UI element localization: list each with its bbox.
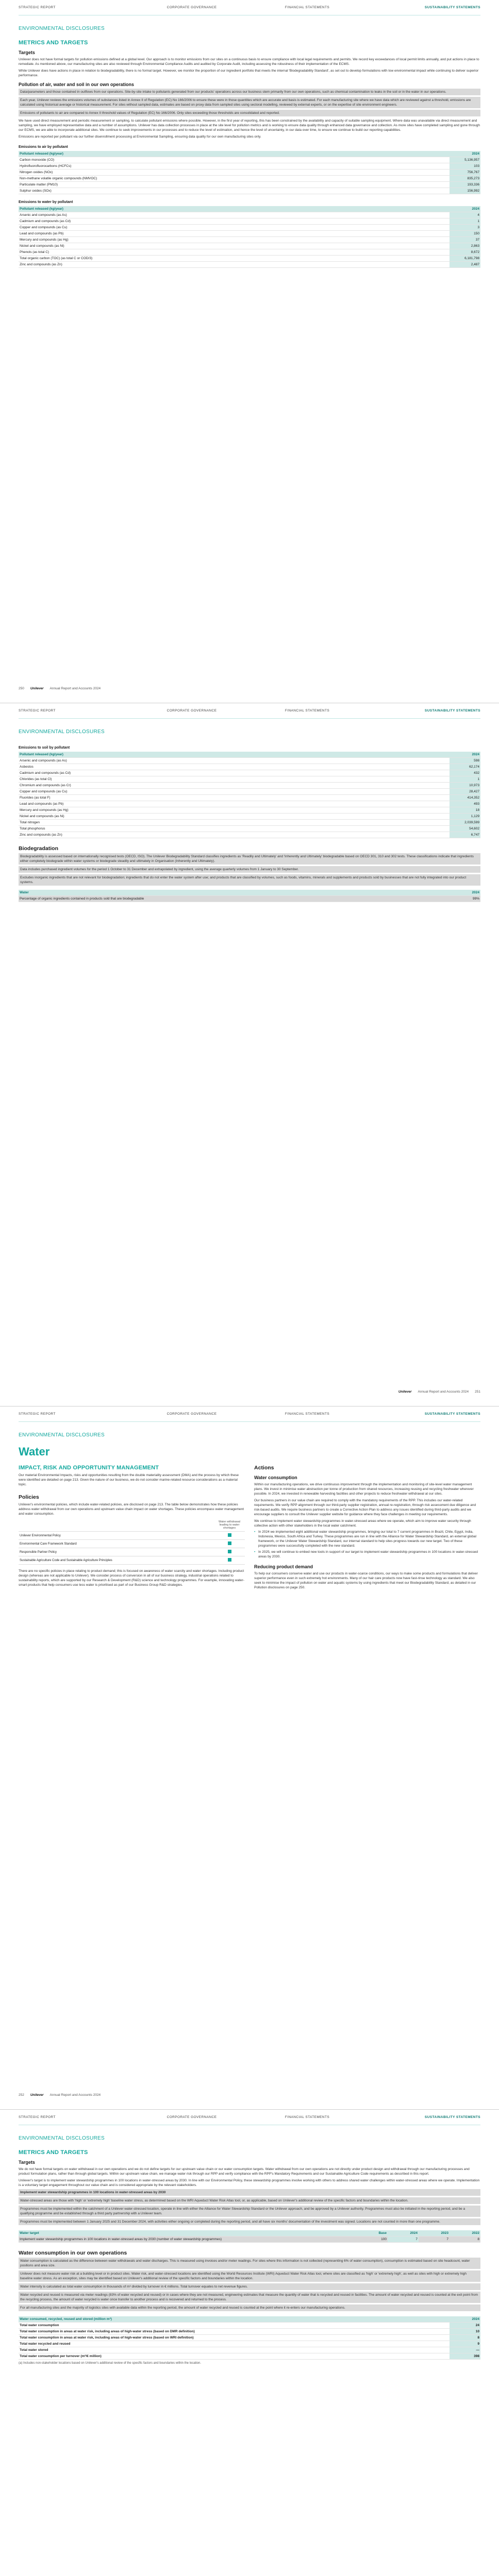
policy-row xyxy=(19,1540,245,1548)
table-cell: 3 xyxy=(450,225,480,231)
table-cell: Arsenic and compounds (as As) xyxy=(19,758,450,764)
table-cell: 54,602 xyxy=(450,826,480,832)
page-250 xyxy=(0,0,499,703)
table-row xyxy=(19,776,480,783)
metrics-targets-heading: METRICS AND TARGETS xyxy=(19,2149,88,2156)
nav-sustainability-statements[interactable]: SUSTAINABILITY STATEMENTS xyxy=(424,709,480,713)
table-cell: 756,767 xyxy=(450,170,480,176)
targets-text: We do not have formal targets on water withdrawal in our own operations and we do not define targets for our upstream value chain or our water consumption targets. Water withdrawal from our own operations are not directly under product design and withdrawal through our manufacturing processes and product formulation plans, rather than through global targets. Within our upstream value chain, we manage water risk through our RPP and verify compliance with the RPP's Mandatory Requirements and our Sustainable Agriculture Code requirements as described in this report. xyxy=(19,2167,470,2176)
table-cell: Total water recycled and reused xyxy=(19,2341,450,2347)
table-cell: Total organic carbon (TOC) (as total C or COD/3) xyxy=(19,256,450,262)
table-row xyxy=(19,896,480,902)
table-row xyxy=(19,783,480,789)
emissions-air-table xyxy=(19,151,480,194)
table-cell: 100 xyxy=(357,2236,388,2243)
page-number: 250 xyxy=(19,687,24,690)
table-cell: 156,992 xyxy=(450,188,480,194)
section-label: ENVIRONMENTAL DISCLOSURES xyxy=(19,1432,105,1438)
table-header-cell: 2024 xyxy=(450,151,480,157)
applies-marker-icon xyxy=(228,1550,231,1553)
table-cell: 7 xyxy=(388,2236,419,2243)
water-consumption-highlight-3: Water intensity is calculated as total water consumption in thousands of m³ divided by turnover in € millions. Total turnover equates to net revenue figures. xyxy=(19,2283,480,2290)
table-row xyxy=(19,182,480,188)
table-cell: Total phosphorus xyxy=(19,826,450,832)
table-row xyxy=(19,764,480,770)
page-footer xyxy=(19,1390,480,1394)
applies-marker-icon xyxy=(228,1558,231,1562)
table-row xyxy=(19,176,480,182)
left-column xyxy=(19,1462,245,1590)
table-row xyxy=(19,262,480,268)
policy-name: Responsible Partner Policy xyxy=(19,1548,214,1556)
targets-highlight-1: Implement water stewardship programmes in 100 locations in water-stressed areas by 2030 xyxy=(19,2189,480,2196)
table-header-cell: 2024 xyxy=(450,752,480,758)
applies-marker-icon xyxy=(228,1541,231,1545)
table-cell: 493 xyxy=(450,801,480,807)
pollution-highlight-2: Each year, Unilever reviews the emissions volumes of substances listed in Annex II of Regulation (EC) No 166/2006 to ensure these were in those quantities which are accurate and basis is estimated. For each manufacturing site where we have data which are reviewed against a threshold, emissions are calculated using historical average or historical measurement. For sites without sampled data, estimates are based on proxy data from sampled sites using sectoral modelling, reviewed by external experts, or on the expertise of site environment engineers. xyxy=(19,97,480,108)
water-title: Water xyxy=(19,1445,50,1458)
nav-financial-statements[interactable]: FINANCIAL STATEMENTS xyxy=(285,2115,330,2119)
table-cell: Zinc and compounds (as Zn) xyxy=(19,262,450,268)
policies-text-2: There are no specific policies in place relating to product demand; this is focused on awareness of water scarcity and water shortages. Including product design (whereas are not applicable to Unilever). We consider process of conversion in all of our business strategy, industrial operations related to sustainability reports, which are supported by our Research & Development (R&D) science and technology programmes. For example, innovating water-smart products that help consumers use less water is prioritised as part of our Business Group R&D strategies. xyxy=(19,1569,244,1587)
report-brand: Unilever xyxy=(398,1390,412,1394)
nav-sustainability-statements[interactable]: SUSTAINABILITY STATEMENTS xyxy=(424,2115,480,2119)
table-cell: 10,973 xyxy=(450,783,480,789)
emissions-air-caption: Emissions to air by pollutant xyxy=(19,145,68,149)
table-cell: 414,352 xyxy=(450,795,480,801)
water-consumption-heading: Water consumption xyxy=(254,1475,297,1480)
page-number: 251 xyxy=(475,1390,480,1394)
table-cell: Arsenic and compounds (as As) xyxy=(19,212,450,218)
table-row xyxy=(19,237,480,243)
table-cell: — xyxy=(450,2347,480,2353)
policy-name: Unilever Environmental Policy xyxy=(19,1532,214,1540)
emissions-water-caption: Emissions to water by pollutant xyxy=(19,200,73,204)
targets-text: Unilever does not have formal targets for pollution emissions defined at a global level. Our approach is to monitor emissions from our sites on a continuous basis to ensure compliance with local legal requirements and permits. We record key exceedances of local permit limits annually, and put actions in place to remediate. As mentioned above, our manufacturing sites are also reviewed through Environmental Compliance Audits and audited by Corporate Audit, including assessing the robustness of their implementation of the ECMS. xyxy=(19,58,479,66)
table-cell: Total water consumption xyxy=(19,2323,450,2329)
table-cell: Fluorides (as total F) xyxy=(19,795,450,801)
table-cell: 10 xyxy=(450,2329,480,2335)
table-cell: 6,181,798 xyxy=(450,256,480,262)
nav-strategic-report[interactable]: STRATEGIC REPORT xyxy=(19,2115,56,2119)
table-cell: 24 xyxy=(450,2323,480,2329)
metrics-targets-heading: METRICS AND TARGETS xyxy=(19,40,88,46)
table-header-row xyxy=(19,151,480,157)
nav-sustainability-statements[interactable]: SUSTAINABILITY STATEMENTS xyxy=(424,6,480,9)
table-row xyxy=(19,170,480,176)
page-253 xyxy=(0,2110,499,2576)
table-header-cell: 2024 xyxy=(450,206,480,212)
actions-bullet: • In 2025, we will continue to embed new tools in support of our target to implement water stewardship programmes in 100 locations in water-stressed areas by 2030. xyxy=(254,1550,480,1559)
table-row xyxy=(19,256,480,262)
biodegradation-highlight-2: Data includes purchased ingredient volumes for the period 1 October to 31 December and extrapolated by ingredient, using the average quarterly volumes from 1 January to 30 September. xyxy=(19,866,480,873)
table-header-cell: Water consumed, recycled, reused and stored (million m³) xyxy=(19,2316,450,2323)
table-cell: 28,427 xyxy=(450,789,480,795)
targets-highlight-3: Programmes must be implemented within the catchment of a Unilever water-stressed location, operate in line with either the Alliance for Water Stewardship Standard or the Unilever approach, and be approved by a Unilever authority. Programmes must also be initiated in the reporting period, and be a qualifying programme and be established through a third party partnership with a Unilever team. xyxy=(19,2206,480,2217)
table-header-cell: 2024 xyxy=(450,890,480,896)
water-consumption-highlight-1: Water consumption is calculated as the difference between water withdrawals and water discharges. This is measured using invoices and/or meter readings. For sites where this information is not collected (representing 6% of water consumption), consumption is estimated based on site headcount, water positions and area size. xyxy=(19,2258,480,2269)
emissions-soil-caption: Emissions to soil by pollutant xyxy=(19,746,70,750)
pollution-highlight-3: Emissions of pollutants to air are compared to Annex II threshold values of Regulation (EC) No 166/2006. Only sites exceeding those thresholds are consolidated and reported. xyxy=(19,110,480,116)
table-row xyxy=(19,212,480,218)
table-header-row xyxy=(19,752,480,758)
table-cell: Copper and compounds (as Cu) xyxy=(19,789,450,795)
page-footer xyxy=(19,687,480,690)
policy-row xyxy=(19,1532,245,1540)
table-cell: Cadmium and compounds (as Cd) xyxy=(19,770,450,776)
table-cell: Mercury and compounds (as Hg) xyxy=(19,807,450,814)
table-cell: 18 xyxy=(450,807,480,814)
table-cell: 99% xyxy=(450,896,480,902)
table-cell: Sulphur oxides (SOx) xyxy=(19,188,450,194)
section-label: ENVIRONMENTAL DISCLOSURES xyxy=(19,729,105,735)
iro-heading: IMPACT, RISK AND OPPORTUNITY MANAGEMENT xyxy=(19,1465,159,1471)
table-header-cell: Pollutant released (kg/year) xyxy=(19,752,450,758)
policies-matrix xyxy=(19,1519,245,1565)
table-cell: 598 xyxy=(450,758,480,764)
table-cell: 1,129 xyxy=(450,814,480,820)
actions-text-2: Our business partners in our value chain are required to comply with the mandatory requirements of the RPP. This includes our water-related requirements. We verify RPP alignment through our third-party supplier registration, annual re-registration, through risk assessment due diligence and risk-based audits. We require business partners to create a Corrective Action Plan to address any issues identified during third-party audits and we encourage suppliers to consult the Unilever supplier website for guidance where they face challenges in meeting our requirements. xyxy=(254,1499,476,1516)
table-header-cell: 2024 xyxy=(388,2230,419,2236)
nav-strategic-report[interactable]: STRATEGIC REPORT xyxy=(19,709,56,713)
top-navigation xyxy=(19,2110,480,2125)
policies-text: Unilever's environmental policies, which include water-related policies, are disclosed on page 213. The table below demonstrates how these policies address water withdrawal from our own operations and upstream value chain impact on water shortages. These policies encompass water management and water consumption. xyxy=(19,1503,244,1516)
table-row xyxy=(19,2329,480,2335)
table-cell: 432 xyxy=(450,770,480,776)
table-cell: 2,039,599 xyxy=(450,820,480,826)
table-cell: Total water stored xyxy=(19,2347,450,2353)
table-cell: Total nitrogen xyxy=(19,820,450,826)
table-row xyxy=(19,758,480,764)
table-cell: 9 xyxy=(450,2341,480,2347)
table-row xyxy=(19,225,480,231)
policy-name: Sustainable Agriculture Code and Sustainable Agriculture Principles xyxy=(19,1556,214,1565)
table-cell: 398 xyxy=(450,2353,480,2360)
table-cell: Implement water stewardship programmes in 100 locations in water-stressed areas by 2030 (number of water stewardship programmes) xyxy=(19,2236,357,2243)
biodegradation-highlight-3: Excludes inorganic ingredients that are not relevant for biodegradation; ingredients that do not enter the water system after use; and products that are classified by volumes, such as foods, vitamins, minerals and supplements and products sold by businesses that are not fully integrated into our product systems. xyxy=(19,874,480,886)
table-cell: 6,747 xyxy=(450,832,480,838)
table-cell: 5,136,957 xyxy=(450,157,480,163)
table-row xyxy=(19,826,480,832)
pollution-highlight-1: Data/parameters and those contained in outflows from our operations. Site-by-site intake to pollutants generated from our products' operations across our business stem primarily from our own operations, such as chemical contamination to leaks in the soil or in the water in our operations. xyxy=(19,89,480,95)
table-cell: 4 xyxy=(450,212,480,218)
table-cell: Nickel and compounds (as Ni) xyxy=(19,243,450,249)
nav-corporate-governance[interactable]: CORPORATE GOVERNANCE xyxy=(167,1412,217,1416)
table-cell: Zinc and compounds (as Zn) xyxy=(19,832,450,838)
table-header-cell: 2023 xyxy=(419,2230,450,2236)
table-cell: Total water consumption in areas at water risk, including areas of high-water stress (based on WRI definition) xyxy=(19,2335,450,2341)
table-header-cell: 2022 xyxy=(450,2230,480,2236)
nav-financial-statements[interactable]: FINANCIAL STATEMENTS xyxy=(285,709,330,713)
top-navigation xyxy=(19,0,480,15)
actions-text-3: We continue to implement water stewardship programmes in water-stressed areas where we operate, which aim to improve water security through collective action with other stakeholders in the local water catchment. xyxy=(254,1519,471,1528)
table-cell: Asbestos xyxy=(19,764,450,770)
nav-strategic-report[interactable]: STRATEGIC REPORT xyxy=(19,1412,56,1416)
matrix-column-header: Water withdrawal leading to water shortages xyxy=(214,1519,245,1532)
biodegradation-highlight-1: Biodegradability is assessed based on internationally recognised tests (OECD, ISO). The Unilever Biodegradability Standard classifies ingredients as 'Readily and Ultimately' and 'Inherently and Ultimately' biodegradable based on OECD 301, 310 and 302 tests. These classifications indicate that ingredients either completely biodegrade within water systems or biodegrade steadily and ultimately in Organisation (Inherently and Ultimately). xyxy=(19,853,480,865)
targets-heading: Targets xyxy=(19,2160,35,2165)
table-cell: Nickel and compounds (as Ni) xyxy=(19,814,450,820)
table-cell: Lead and compounds (as Pb) xyxy=(19,801,450,807)
page-footer xyxy=(19,2093,480,2097)
table-header-row xyxy=(19,2316,480,2323)
table-header-cell: Pollutant released (kg/year) xyxy=(19,206,450,212)
targets-text-2: While Unilever does have actions in place in relation to biodegradability, there is no formal target. However, we monitor the proportion of our ingredient portfolio that meets the internal 'Biodegradability Standard', as set out to develop formulations with low environmental impact while continuing to deliver superior performance. xyxy=(19,69,479,77)
table-row xyxy=(19,820,480,826)
table-cell: Hydrofluorofluorocarbons (HCFCs) xyxy=(19,163,450,170)
page-251 xyxy=(0,703,499,1406)
table-cell: Mercury and compounds (as Hg) xyxy=(19,237,450,243)
table-cell: 193,336 xyxy=(450,182,480,188)
targets-highlight-4: Programmes must be implemented between 1 January 2025 and 31 December 2024, with activities either ongoing or completed during the reporting period, and all have six months' documentation of the investment was signed. Locations are not counted in more than one programme. xyxy=(19,2218,480,2225)
table-cell: Phenols (as total C) xyxy=(19,249,450,256)
biodegradation-table xyxy=(19,890,480,902)
actions-heading: Actions xyxy=(254,1465,274,1471)
table-row xyxy=(19,770,480,776)
table-header-cell: Water xyxy=(19,890,450,896)
pollution-text-2: Emissions are reported per pollutant via our further disenrollment processing at Environmental Sampling, ensuring data quality for our own manufacturing sites only. xyxy=(19,135,261,139)
table-cell: Percentage of organic ingredients contained in products sold that are biodegradable xyxy=(19,896,450,902)
table-cell: 8 xyxy=(450,2335,480,2341)
table-cell: 1 xyxy=(450,218,480,225)
section-label: ENVIRONMENTAL DISCLOSURES xyxy=(19,26,105,31)
report-brand: Unilever xyxy=(30,2093,44,2097)
report-title: Annual Report and Accounts 2024 xyxy=(418,1390,469,1394)
table-row xyxy=(19,2347,480,2353)
table-header-cell: Pollutant released (kg/year) xyxy=(19,151,450,157)
nav-corporate-governance[interactable]: CORPORATE GOVERNANCE xyxy=(167,6,217,9)
water-consumption-table xyxy=(19,2316,480,2360)
top-navigation xyxy=(19,1406,480,1422)
footnote: (a) Includes non-stakeholder locations based on Unilever's additional review of the specific factors and boundaries within the location. xyxy=(19,2362,202,2365)
table-row xyxy=(19,163,480,170)
table-cell: 7 xyxy=(419,2236,450,2243)
emissions-water-table xyxy=(19,206,480,268)
table-row xyxy=(19,795,480,801)
table-cell: 835,273 xyxy=(450,176,480,182)
nav-corporate-governance[interactable]: CORPORATE GOVERNANCE xyxy=(167,709,217,713)
table-row xyxy=(19,218,480,225)
water-target-table xyxy=(19,2230,480,2243)
table-cell: 103 xyxy=(450,163,480,170)
biodegradation-heading: Biodegradation xyxy=(19,845,59,852)
table-cell: Total water consumption per turnover (m³/€ million) xyxy=(19,2353,450,2360)
table-cell: Total water consumption in areas at water risk, including areas of high-water stress (based on DMR definition) xyxy=(19,2329,450,2335)
table-header-row xyxy=(19,206,480,212)
targets-highlight-2: Water-stressed areas are those with 'high' or 'extremely high' baseline water stress, as determined based on the WRI Aqueduct Water Risk Atlas tool, or, as applicable, based on Unilever's additional review of the specific factors and boundaries within the location. xyxy=(19,2197,480,2204)
table-row xyxy=(19,2335,480,2341)
nav-financial-statements[interactable]: FINANCIAL STATEMENTS xyxy=(285,1412,330,1416)
table-header-cell: 2024 xyxy=(450,2316,480,2323)
table-cell: Lead and compounds (as Pb) xyxy=(19,231,450,237)
table-cell: 2,487 xyxy=(450,262,480,268)
right-column xyxy=(254,1462,480,1590)
page-252 xyxy=(0,1406,499,2110)
table-cell: Cadmium and compounds (as Cd) xyxy=(19,218,450,225)
targets-text-2: Unilever's target is to implement water stewardship programmes in 100 locations in water-stressed areas by 2030. In line with our Environmental Policy, these stewardship programmes involve working with others to address shared water challenges within water-stressed areas where we operate. Implementation is a voluntary target engagement throughout our value chain and is considered appropriate by the relevant stakeholders. xyxy=(19,2179,480,2187)
table-row xyxy=(19,188,480,194)
table-row xyxy=(19,157,480,163)
targets-heading: Targets xyxy=(19,50,35,55)
nav-strategic-report[interactable]: STRATEGIC REPORT xyxy=(19,6,56,9)
table-cell: 37 xyxy=(450,237,480,243)
report-title: Annual Report and Accounts 2024 xyxy=(49,2093,101,2097)
table-row xyxy=(19,807,480,814)
table-cell: Chromium and compounds (as Cr) xyxy=(19,783,450,789)
nav-financial-statements[interactable]: FINANCIAL STATEMENTS xyxy=(285,6,330,9)
table-row xyxy=(19,789,480,795)
table-header-cell: Water target xyxy=(19,2230,357,2236)
table-header-cell: Base xyxy=(357,2230,388,2236)
nav-corporate-governance[interactable]: CORPORATE GOVERNANCE xyxy=(167,2115,217,2119)
applies-marker-icon xyxy=(228,1533,231,1537)
section-label: ENVIRONMENTAL DISCLOSURES xyxy=(19,2136,105,2141)
water-consumption-highlight-5: For all manufacturing sites and the majority of logistics sites with available data within the reporting period, the amount of water recycled and reused is counted at the point where it re-enters our manufacturing operations. xyxy=(19,2304,480,2311)
top-navigation xyxy=(19,703,480,719)
table-cell: Copper and compounds (as Cu) xyxy=(19,225,450,231)
reducing-demand-heading: Reducing product demand xyxy=(254,1564,313,1569)
policy-name: Environmental Care Framework Standard xyxy=(19,1540,214,1548)
table-cell: Chlorides (as total Cl) xyxy=(19,776,450,783)
table-cell: 150 xyxy=(450,231,480,237)
table-header-row xyxy=(19,890,480,896)
pollution-text: We have used direct measurement and periodic measurement or sampling, to calculate pollutant emissions where possible. However, in the first year of reporting, this has been constrained by the availability and capacity of suitable sampling equipment. Where data was unavailable via direct measurement and sampling, we have employed representative data and a number of assumptions. Unilever has data collection processes in place at the site level for pollution metrics and is working to ensure data quality through enhanced data governance and collection. As more sites have completed sampling and gone through our ECMS, we are able to incorporate additional sites. We continue to seek improvements in our processes and to reduce the level of estimation, and hence the level of uncertainty, in our data over time, to ensure we continue to build our reporting capabilities. xyxy=(19,119,480,132)
table-cell: Nitrogen oxides (NOx) xyxy=(19,170,450,176)
table-cell: 8,672 xyxy=(450,249,480,256)
table-row xyxy=(19,2353,480,2360)
table-cell: 8 xyxy=(450,2236,480,2243)
table-cell: Particulate matter (PM10) xyxy=(19,182,450,188)
reducing-demand-text: To help our consumers conserve water and use our products in water-scarce conditions, our ways to make some products and formulations that deliver superior performance even in such extremely hot environments. Many of our hair care products now have fast-rinse technology as standard. We also seek to minimise the impact of pollution on water and aquatic systems by using ingredients that meet our Biodegradability Standard, as detailed in our Pollution disclosures on page 250. xyxy=(254,1572,478,1589)
table-cell: Non-methane volatile organic compounds (NMVOC) xyxy=(19,176,450,182)
table-cell: 2,863 xyxy=(450,243,480,249)
table-row xyxy=(19,249,480,256)
actions-bullet: • In 2024 we implemented eight additional water stewardship programmes, bringing our total to 7 current programmes in Brazil, Chile, Egypt, India, Indonesia, Mexico, South Africa and Turkey. These programmes are run in line with the Alliance for Water Stewardship Standard, an external global framework, or the Unilever Water Stewardship Standard, our internal standard to help sites progress towards our new target. Two of these programmes were successfully completed with the new standard. xyxy=(254,1530,480,1548)
two-column-layout xyxy=(19,1462,480,1590)
table-cell: 62,174 xyxy=(450,764,480,770)
table-row xyxy=(19,2236,480,2243)
iro-text: Our material Environmental Impacts, risks and opportunities resulting from the double materiality assessment (DMA) and the process by which these were identified are detailed on page 213. Given the nature of our business, we do not consider marine-related resource considerations as a material topic. xyxy=(19,1473,239,1486)
water-consumption-highlight-2: Unilever does not measure water risk at a building level or in product sites. Water risk, and water-stressed locations are identified using the World Resources Institute (WRI) Aqueduct Water Risk Atlas tool, where sites are classified as 'high' or 'extremely high', as well as sites with high or extremely high baseline water stress. As an exception, sites may be identified based on Unilever's additional review of the specific factors and boundaries within the location. xyxy=(19,2270,480,2282)
table-header-row xyxy=(19,2230,480,2236)
table-row xyxy=(19,832,480,838)
water-consumption-highlight-4: Water recycled and reused is measured via meter readings (83% of water recycled and reused) or in cases where they are not measured, engineering estimates that measure the quantity of water that is recycled and reused in facilities. The amount of water recycled and reused is counted at the exit point from the recycling process, the amount of water recycled is water once transfer to another process and is recovered and returned to the process. xyxy=(19,2292,480,2303)
table-cell: 1 xyxy=(450,776,480,783)
emissions-soil-table xyxy=(19,752,480,838)
matrix-header-row xyxy=(19,1519,245,1532)
nav-sustainability-statements[interactable]: SUSTAINABILITY STATEMENTS xyxy=(424,1412,480,1416)
report-title: Annual Report and Accounts 2024 xyxy=(49,687,101,690)
table-row xyxy=(19,814,480,820)
table-row xyxy=(19,243,480,249)
pollution-heading: Pollution of air, water and soil in our own operations xyxy=(19,82,135,87)
report-brand: Unilever xyxy=(30,687,44,690)
table-row xyxy=(19,231,480,237)
policy-row xyxy=(19,1556,245,1565)
page-number: 252 xyxy=(19,2093,24,2097)
policies-heading: Policies xyxy=(19,1494,39,1500)
policy-row xyxy=(19,1548,245,1556)
table-row xyxy=(19,2341,480,2347)
table-row xyxy=(19,801,480,807)
water-consumption-heading: Water consumption in our own operations xyxy=(19,2250,127,2256)
table-cell: Carbon monoxide (CO) xyxy=(19,157,450,163)
table-row xyxy=(19,2323,480,2329)
actions-text-1: Within our manufacturing operations, we drive continuous improvement through the implementation and monitoring of site-level water management plans. We invest in minimise water abstraction per tonne of production from shared resources, increasing reusing and recycling freshwater wherever possible. In 2024, we invested in renewable harvesting facilities and other projects to reduce freshwater withdrawal at our sites. xyxy=(254,1483,474,1496)
